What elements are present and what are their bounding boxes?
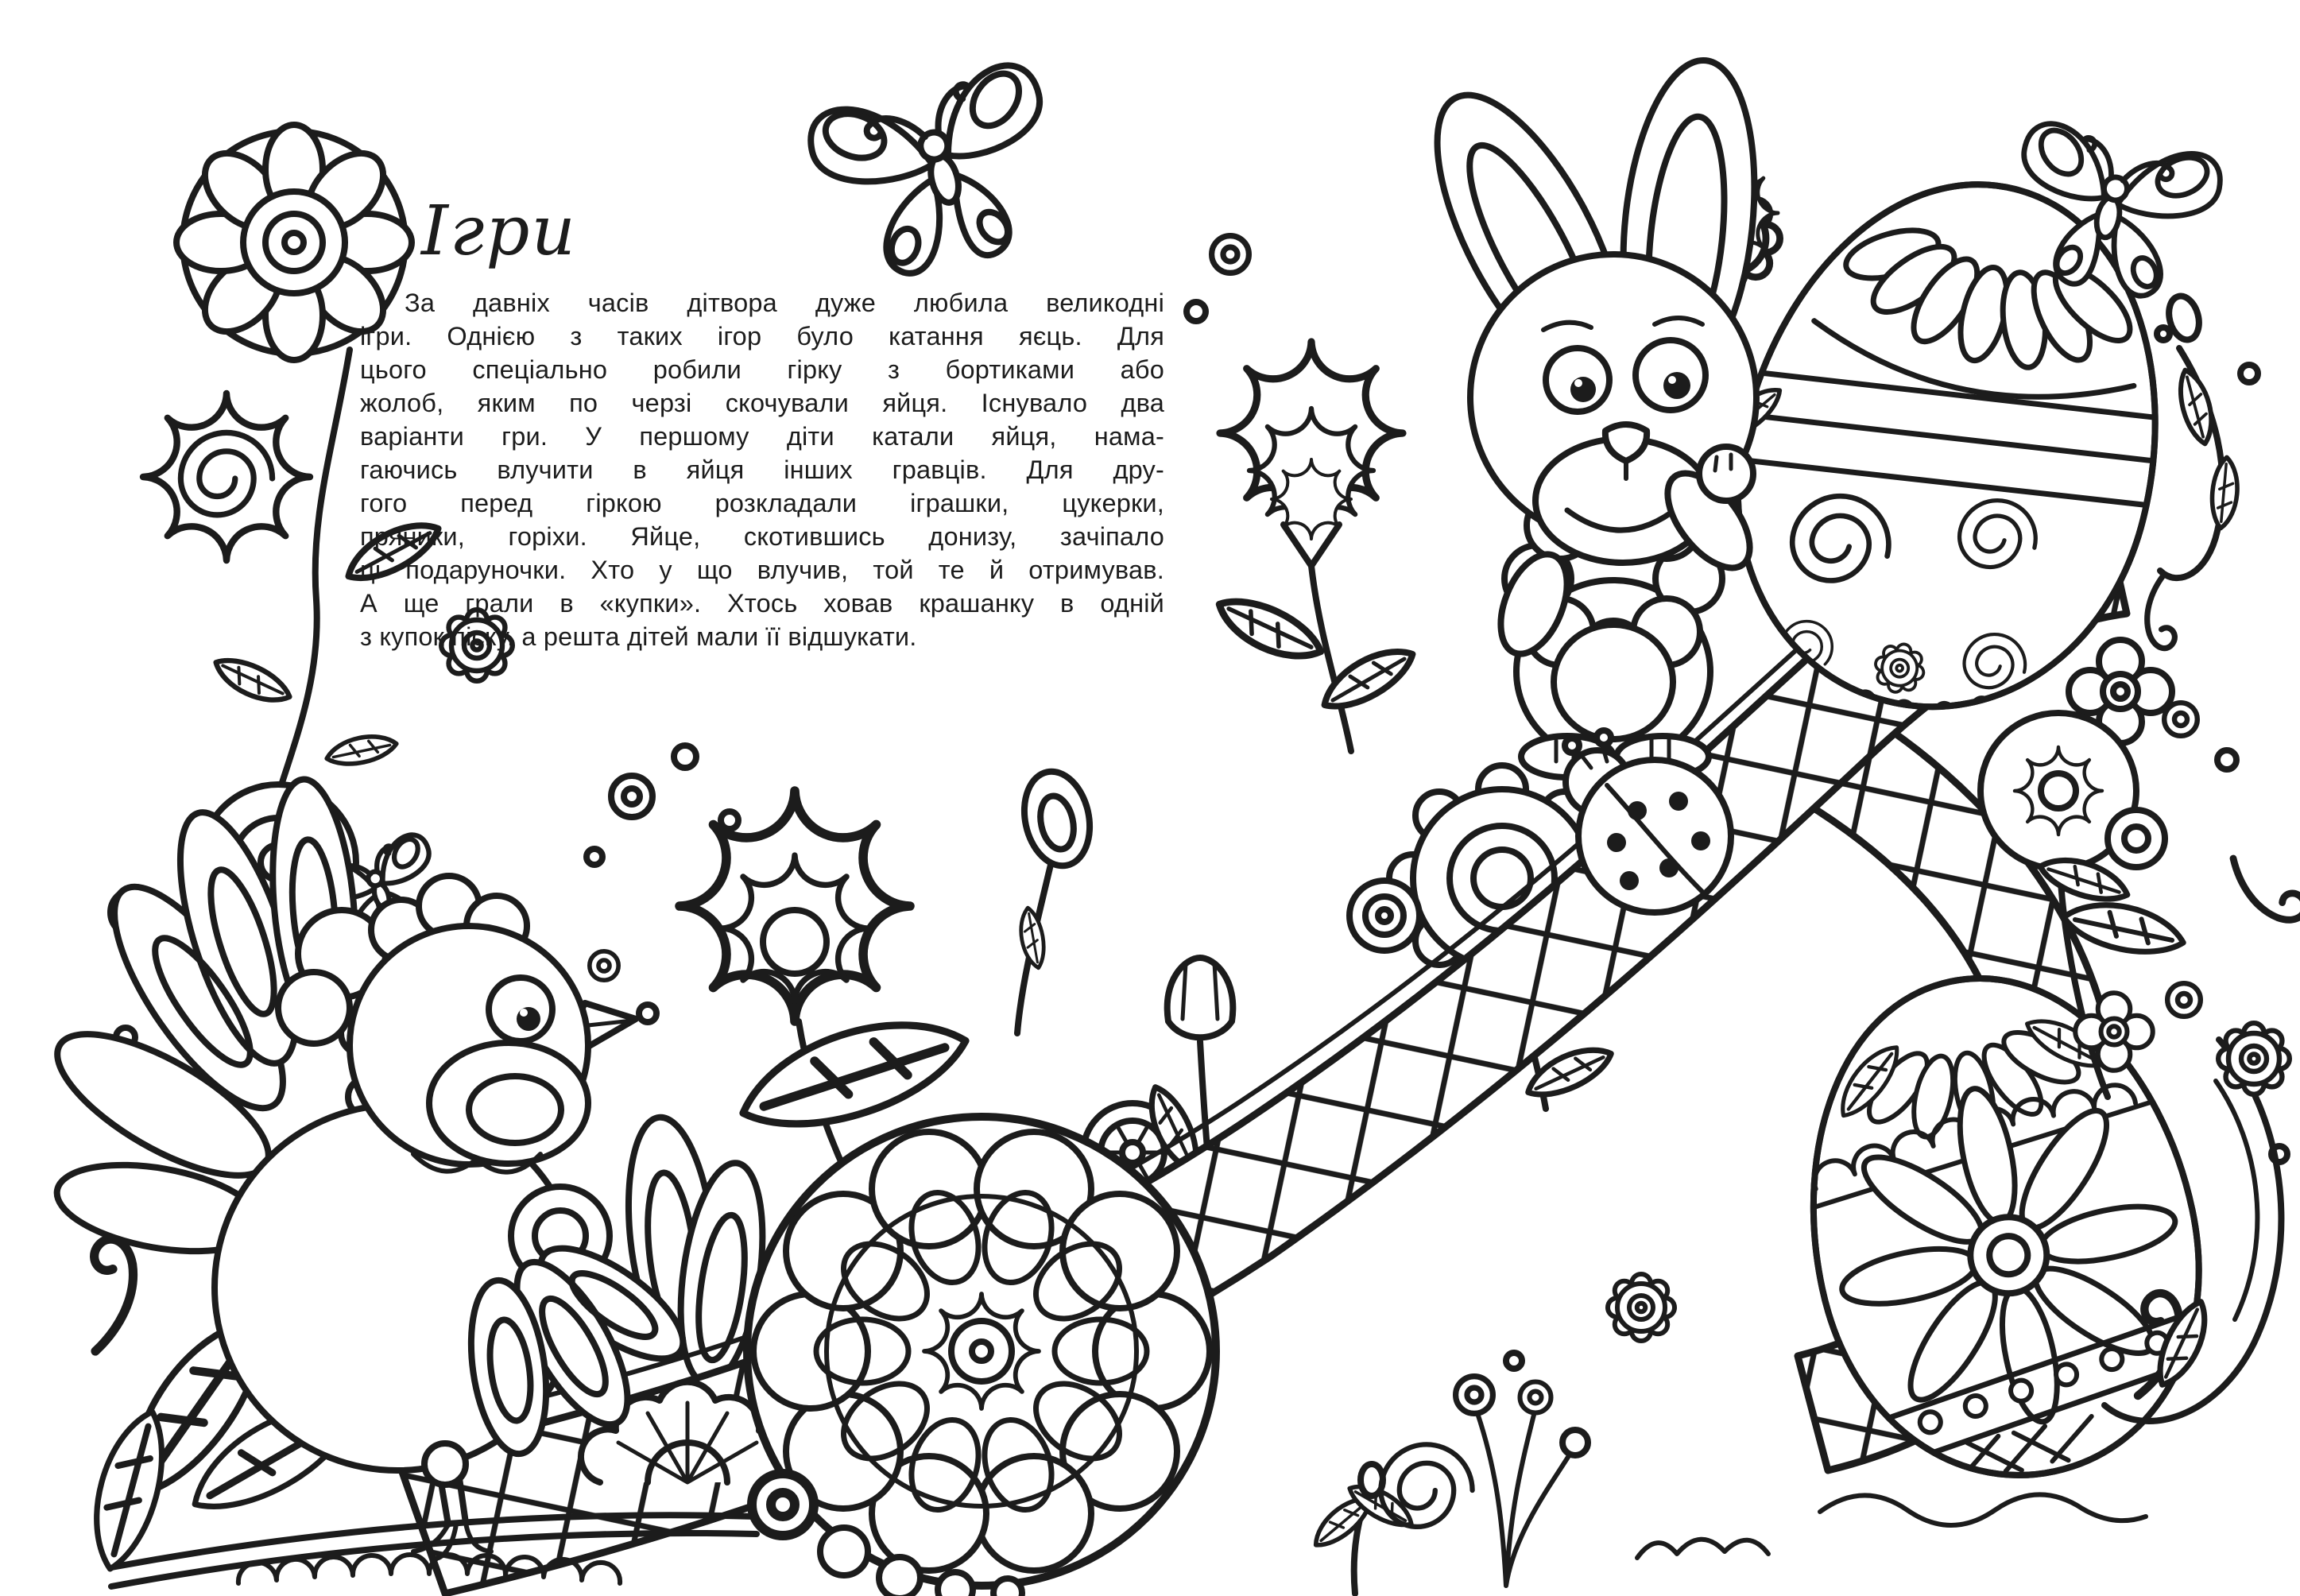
small-plants-bottom — [1307, 1274, 1768, 1594]
flower-medallion — [747, 1117, 1216, 1586]
paragraph-line: ігри. Однією з таких ігор було катання яєць. Для — [360, 322, 1164, 351]
paragraph-line: За давніх часів дітвора дуже любила великодні — [405, 289, 1164, 317]
page-title: Ігри — [421, 192, 577, 271]
easter-bunny — [1400, 54, 1769, 777]
paragraph-line: жолоб, яким по черзі скочували яйця. Існувало два — [360, 389, 1164, 417]
carnation-flower — [1187, 236, 1421, 751]
paragraph-line: з купок піску, а решта дітей мали її відшукати. — [360, 622, 917, 651]
paragraph-line: варіанти гри. У першому діти катали яйця, нама- — [360, 422, 1164, 451]
article-text — [360, 286, 1164, 653]
butterfly-top-center — [802, 54, 1075, 292]
paragraph-line: ці подаруночки. Хто у що влучив, той те й отримував. — [360, 556, 1164, 584]
paragraph-line: цього спеціально робили гірку з бортиками або — [360, 355, 1164, 384]
paragraph-line: пряники, горіхи. Яйце, скотившись донизу, зачіпало — [360, 522, 1164, 551]
paragraph-line: гаючись влучити в яйця інших гравців. Для дру- — [360, 455, 1164, 484]
paragraph-line: А ще грали в «купки». Хтось ховав крашанку в одній — [360, 589, 1164, 618]
paragraph-line: гого перед гіркою розкладали іграшки, цукерки, — [360, 489, 1164, 517]
